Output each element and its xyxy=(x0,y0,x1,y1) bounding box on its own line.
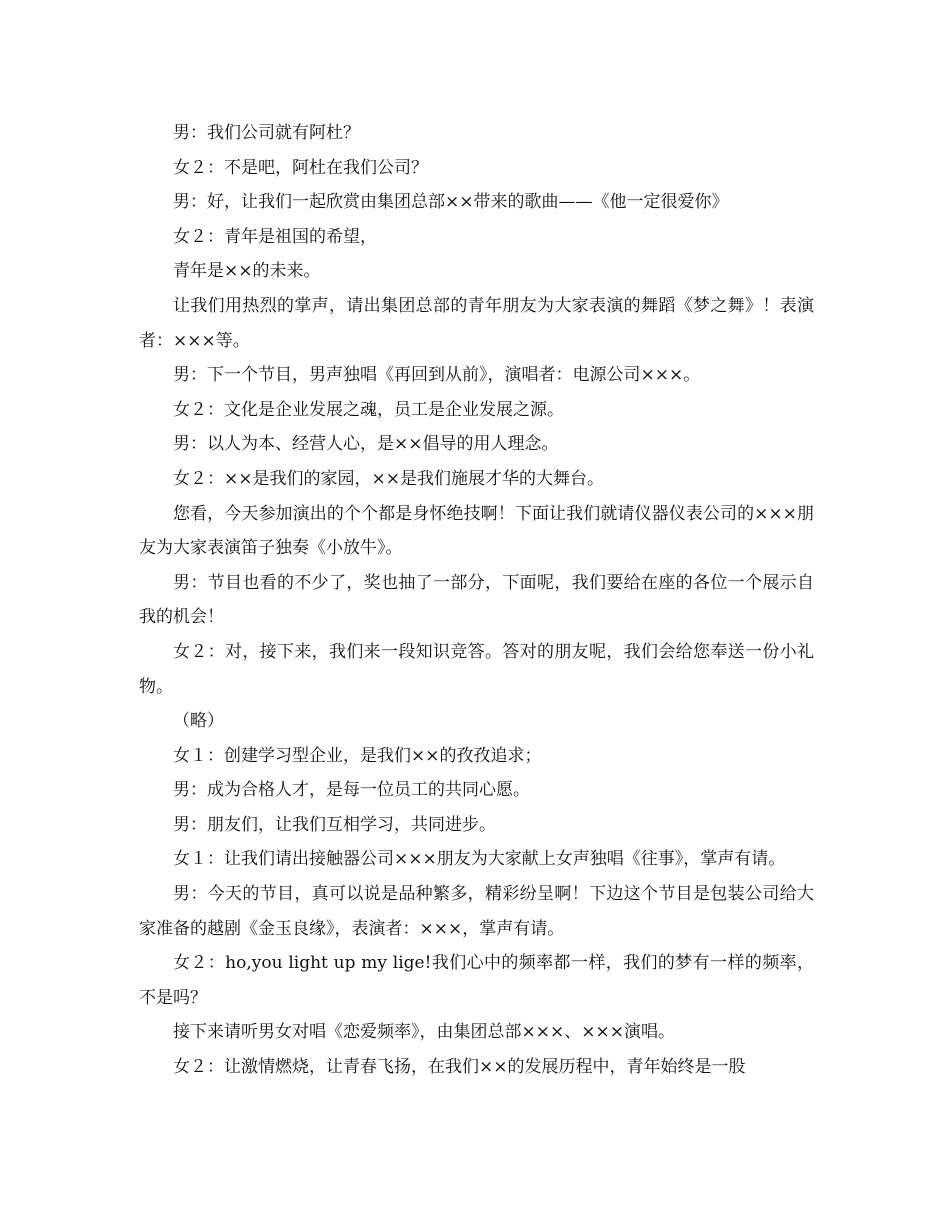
paragraph: 女２：ho,you light up my lige!我们心中的频率都一样，我们的梦有一样的频率，不是吗？ xyxy=(139,953,814,1008)
paragraph: 青年是××的未来。 xyxy=(173,261,321,282)
paragraph: 让我们用热烈的掌声，请出集团总部的青年朋友为大家表演的舞蹈《梦之舞》！表演者：×××等。 xyxy=(139,295,814,351)
paragraph: 男：成为合格人才，是每一位员工的共同心愿。 xyxy=(173,780,530,801)
paragraph: 女２：不是吧，阿杜在我们公司？ xyxy=(173,157,428,178)
paragraph: 女２：××是我们的家园，××是我们施展才华的大舞台。 xyxy=(173,468,604,489)
paragraph: 男：好，让我们一起欣赏由集团总部××带来的歌曲——《他一定很爱你》 xyxy=(173,192,729,213)
paragraph: （略） xyxy=(173,711,224,732)
paragraph: 接下来请听男女对唱《恋爱频率》，由集团总部×××、×××演唱。 xyxy=(173,1022,675,1043)
paragraph: 女２：对，接下来，我们来一段知识竞答。答对的朋友呢，我们会给您奉送一份小礼物。 xyxy=(139,641,814,697)
paragraph: 女２：青年是祖国的希望， xyxy=(173,226,377,247)
paragraph: 男：节目也看的不少了，奖也抽了一部分，下面呢，我们要给在座的各位一个展示自我的机会！ xyxy=(139,572,814,628)
paragraph: 男：朋友们，让我们互相学习，共同进步。 xyxy=(173,814,496,835)
paragraph: 女２：文化是企业发展之魂，员工是企业发展之源。 xyxy=(173,399,564,420)
paragraph: 女１：创建学习型企业，是我们××的孜孜追求； xyxy=(173,745,542,766)
paragraph: 男：以人为本、经营人心，是××倡导的用人理念。 xyxy=(173,434,559,455)
paragraph: 女２：让激情燃烧，让青春飞扬，在我们××的发展历程中，青年始终是一股 xyxy=(173,1057,746,1078)
paragraph: 男：我们公司就有阿杜？ xyxy=(173,123,360,143)
paragraph: 您看，今天参加演出的个个都是身怀绝技啊！下面让我们就请仪器仪表公司的×××朋友为大家表演笛子独奏《小放牛》。 xyxy=(139,503,814,559)
paragraph: 男：今天的节目，真可以说是品种繁多，精彩纷呈啊！下边这个节目是包装公司给大家准备的越剧《金玉良缘》，表演者：×××，掌声有请。 xyxy=(139,884,814,939)
document-body xyxy=(139,116,814,1085)
paragraph: 男：下一个节目，男声独唱《再回到从前》，演唱者：电源公司×××。 xyxy=(173,365,701,386)
paragraph: 女１：让我们请出接触器公司×××朋友为大家献上女声独唱《往事》，掌声有请。 xyxy=(173,849,786,870)
